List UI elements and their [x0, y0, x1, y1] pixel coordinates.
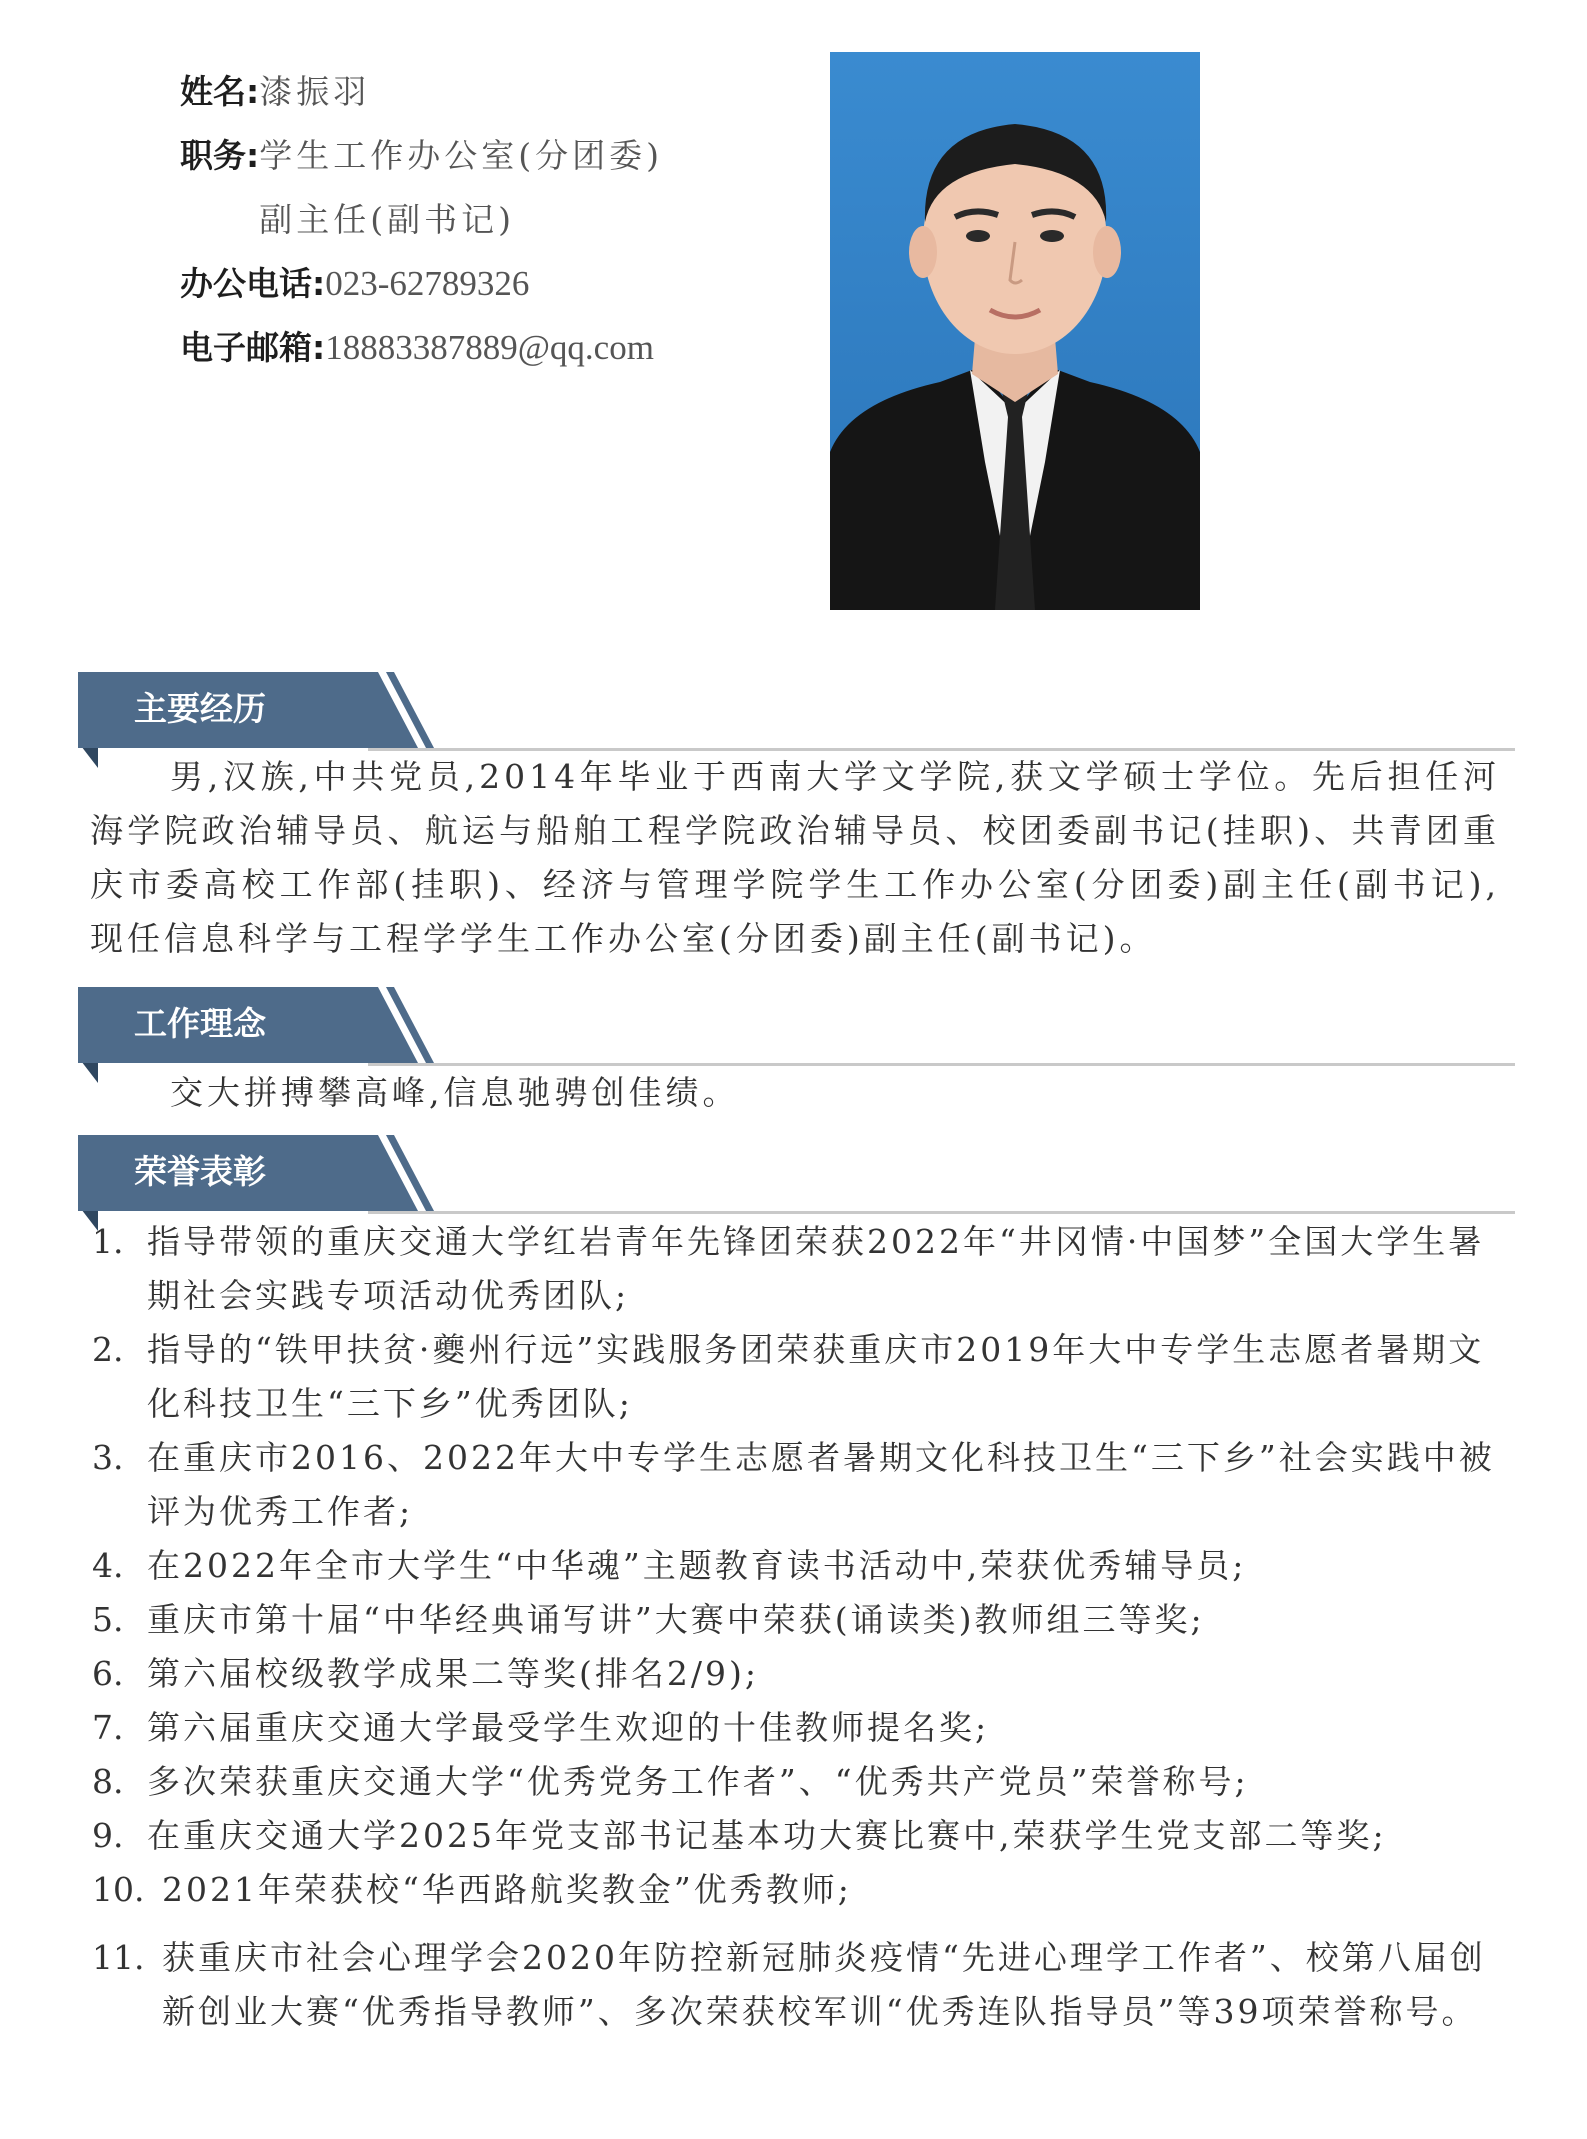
honors-list	[92, 1215, 1502, 2039]
phone-row	[180, 252, 800, 316]
email-value: 18883387889@qq.com	[325, 328, 654, 367]
philosophy-paragraph: 交大拼搏攀高峰,信息驰骋创佳绩。	[170, 1073, 740, 1112]
item-number: 4.	[92, 1546, 124, 1585]
item-number: 6.	[92, 1654, 124, 1693]
experience-paragraph: 男,汉族,中共党员,2014年毕业于西南大学文学院,获文学硕士学位。先后担任河海学院政治辅导员、航运与船舶工程学院政治辅导员、校团委副书记(挂职)、共青团重庆市委高校工作部(挂职)、经济与管理学院学生工作办公室(分团委)副主任(副书记),现任信息科学与工程学学生工作办公室(分团委)副主任(副书记)。	[90, 757, 1500, 958]
section-header-honors	[78, 1135, 1515, 1217]
item-text: 获重庆市社会心理学会2020年防控新冠肺炎疫情“先进心理学工作者”、校第八届创新创业大赛“优秀指导教师”、多次荣获校军训“优秀连队指导员”等39项荣誉称号。	[162, 1938, 1486, 2031]
item-number: 5.	[92, 1600, 124, 1639]
position-line-1: 学生工作办公室(分团委)	[259, 136, 663, 175]
email-label: 电子邮箱:	[180, 328, 326, 367]
phone-value: 023-62789326	[325, 264, 530, 303]
section-rule	[368, 1211, 1515, 1214]
item-number: 1.	[92, 1222, 124, 1261]
section-title-honors: 荣誉表彰	[134, 1152, 266, 1191]
section-title-experience: 主要经历	[134, 689, 266, 728]
item-text: 第六届校级教学成果二等奖(排名2/9);	[147, 1654, 759, 1693]
name-row	[180, 60, 800, 124]
section-title-philosophy: 工作理念	[134, 1004, 266, 1043]
list-item	[92, 1323, 1502, 1431]
name-label: 姓名:	[180, 72, 260, 111]
name-value: 漆振羽	[259, 72, 371, 111]
item-text: 指导带领的重庆交通大学红岩青年先锋团荣获2022年“井冈情·中国梦”全国大学生暑期社会实践专项活动优秀团队;	[147, 1222, 1485, 1315]
item-text: 第六届重庆交通大学最受学生欢迎的十佳教师提名奖;	[147, 1708, 990, 1747]
item-text: 重庆市第十届“中华经典诵写讲”大赛中荣获(诵读类)教师组三等奖;	[147, 1600, 1205, 1639]
email-row	[180, 316, 800, 380]
list-item	[92, 1647, 1502, 1701]
philosophy-text	[90, 1066, 1500, 1120]
phone-label: 办公电话:	[180, 264, 326, 303]
position-line-2: 副主任(副书记)	[259, 200, 515, 239]
item-text: 在2022年全市大学生“中华魂”主题教育读书活动中,荣获优秀辅导员;	[147, 1546, 1247, 1585]
list-item	[92, 1215, 1502, 1323]
section-header-experience	[78, 672, 1515, 754]
item-number: 10.	[92, 1870, 145, 1909]
item-number: 2.	[92, 1330, 124, 1369]
list-item	[92, 1931, 1502, 2039]
item-number: 11.	[92, 1938, 145, 1977]
section-header-philosophy	[78, 987, 1515, 1069]
portrait-illustration	[830, 52, 1200, 610]
item-number: 3.	[92, 1438, 124, 1477]
experience-text	[90, 750, 1500, 966]
list-item	[92, 1593, 1502, 1647]
item-text: 在重庆交通大学2025年党支部书记基本功大赛比赛中,荣获学生党支部二等奖;	[147, 1816, 1387, 1855]
list-item	[92, 1701, 1502, 1755]
portrait-photo	[830, 52, 1200, 610]
item-text: 在重庆市2016、2022年大中专学生志愿者暑期文化科技卫生“三下乡”社会实践中被评为优秀工作者;	[147, 1438, 1495, 1531]
list-item	[92, 1431, 1502, 1539]
list-item	[92, 1809, 1502, 1863]
position-row	[180, 124, 800, 252]
position-value	[259, 124, 663, 252]
item-number: 8.	[92, 1762, 124, 1801]
item-text: 2021年荣获校“华西路航奖教金”优秀教师;	[162, 1870, 852, 1909]
item-text: 多次荣获重庆交通大学“优秀党务工作者”、“优秀共产党员”荣誉称号;	[147, 1762, 1249, 1801]
list-item	[92, 1755, 1502, 1809]
item-text: 指导的“铁甲扶贫·夔州行远”实践服务团荣获重庆市2019年大中专学生志愿者暑期文化科技卫生“三下乡”优秀团队;	[147, 1330, 1485, 1423]
item-number: 9.	[92, 1816, 124, 1855]
list-item	[92, 1539, 1502, 1593]
profile-info	[180, 60, 800, 380]
list-item	[92, 1863, 1502, 1917]
item-number: 7.	[92, 1708, 124, 1747]
position-label: 职务:	[180, 136, 260, 175]
